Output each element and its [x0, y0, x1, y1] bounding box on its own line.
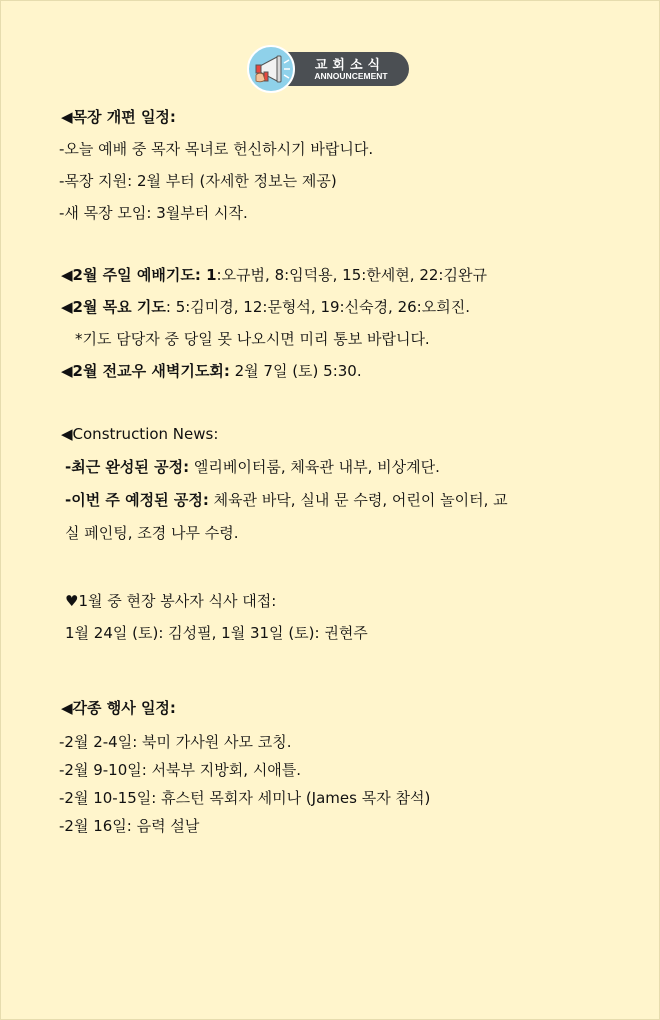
construction-recent-label: -최근 완성된 공정: [65, 458, 190, 476]
construction-planned-cont: 실 페인팅, 조경 나무 수령. [65, 524, 239, 542]
event-item-4: -2월 16일: 음력 설날 [59, 817, 200, 835]
mokjang-item-3: -새 목장 모임: 3월부터 시작. [59, 204, 248, 222]
construction-planned-text: 체육관 바닥, 실내 문 수령, 어린이 놀이터, 교 [208, 491, 508, 509]
megaphone-icon [247, 45, 295, 93]
sunday-prayer-text: :오규범, 8:임덕용, 15:한세현, 22:김완규 [216, 266, 487, 284]
dawn-prayer-line [61, 361, 362, 381]
construction-planned-line [65, 490, 508, 510]
sunday-prayer-line [61, 265, 487, 285]
mokjang-heading: ◀목장 개편 일정: [61, 108, 176, 126]
event-item-3: -2월 10-15일: 휴스턴 목회자 세미나 (James 목자 참석) [59, 789, 431, 807]
construction-planned-label: -이번 주 예정된 공정: [65, 491, 209, 509]
volunteer-heading: ♥1월 중 현장 봉사자 식사 대접: [65, 592, 277, 610]
events-heading: ◀각종 행사 일정: [61, 699, 176, 717]
construction-recent-text: 엘리베이터룸, 체육관 내부, 비상계단. [189, 458, 440, 476]
announcement-badge [247, 45, 413, 93]
event-item-2: -2월 9-10일: 서북부 지방회, 시애틀. [59, 761, 302, 779]
construction-heading: ◀Construction News: [61, 425, 219, 443]
dawn-prayer-label: ◀2월 전교우 새벽기도회: [61, 362, 230, 380]
mokjang-item-2: -목장 지원: 2월 부터 (자세한 정보는 제공) [59, 172, 337, 190]
thursday-prayer-text: : 5:김미경, 12:문형석, 19:신숙경, 26:오희진. [165, 298, 470, 316]
prayer-note: *기도 담당자 중 당일 못 나오시면 미리 통보 바랍니다. [75, 330, 430, 348]
badge-title: 교회소식 [314, 58, 386, 73]
dawn-prayer-text: 2월 7일 (토) 5:30. [229, 362, 362, 380]
mokjang-item-1: -오늘 예배 중 목자 목녀로 헌신하시기 바랍니다. [59, 140, 374, 158]
badge-subtitle: ANNOUNCEMENT [314, 71, 388, 81]
event-item-1: -2월 2-4일: 북미 가사원 사모 코칭. [59, 733, 292, 751]
sunday-prayer-label: ◀2월 주일 예배기도: 1 [61, 266, 217, 284]
thursday-prayer-label: ◀2월 목요 기도 [61, 298, 166, 316]
construction-recent-line [65, 457, 440, 477]
volunteer-text: 1월 24일 (토): 김성필, 1월 31일 (토): 권현주 [65, 624, 368, 642]
thursday-prayer-line [61, 297, 470, 317]
